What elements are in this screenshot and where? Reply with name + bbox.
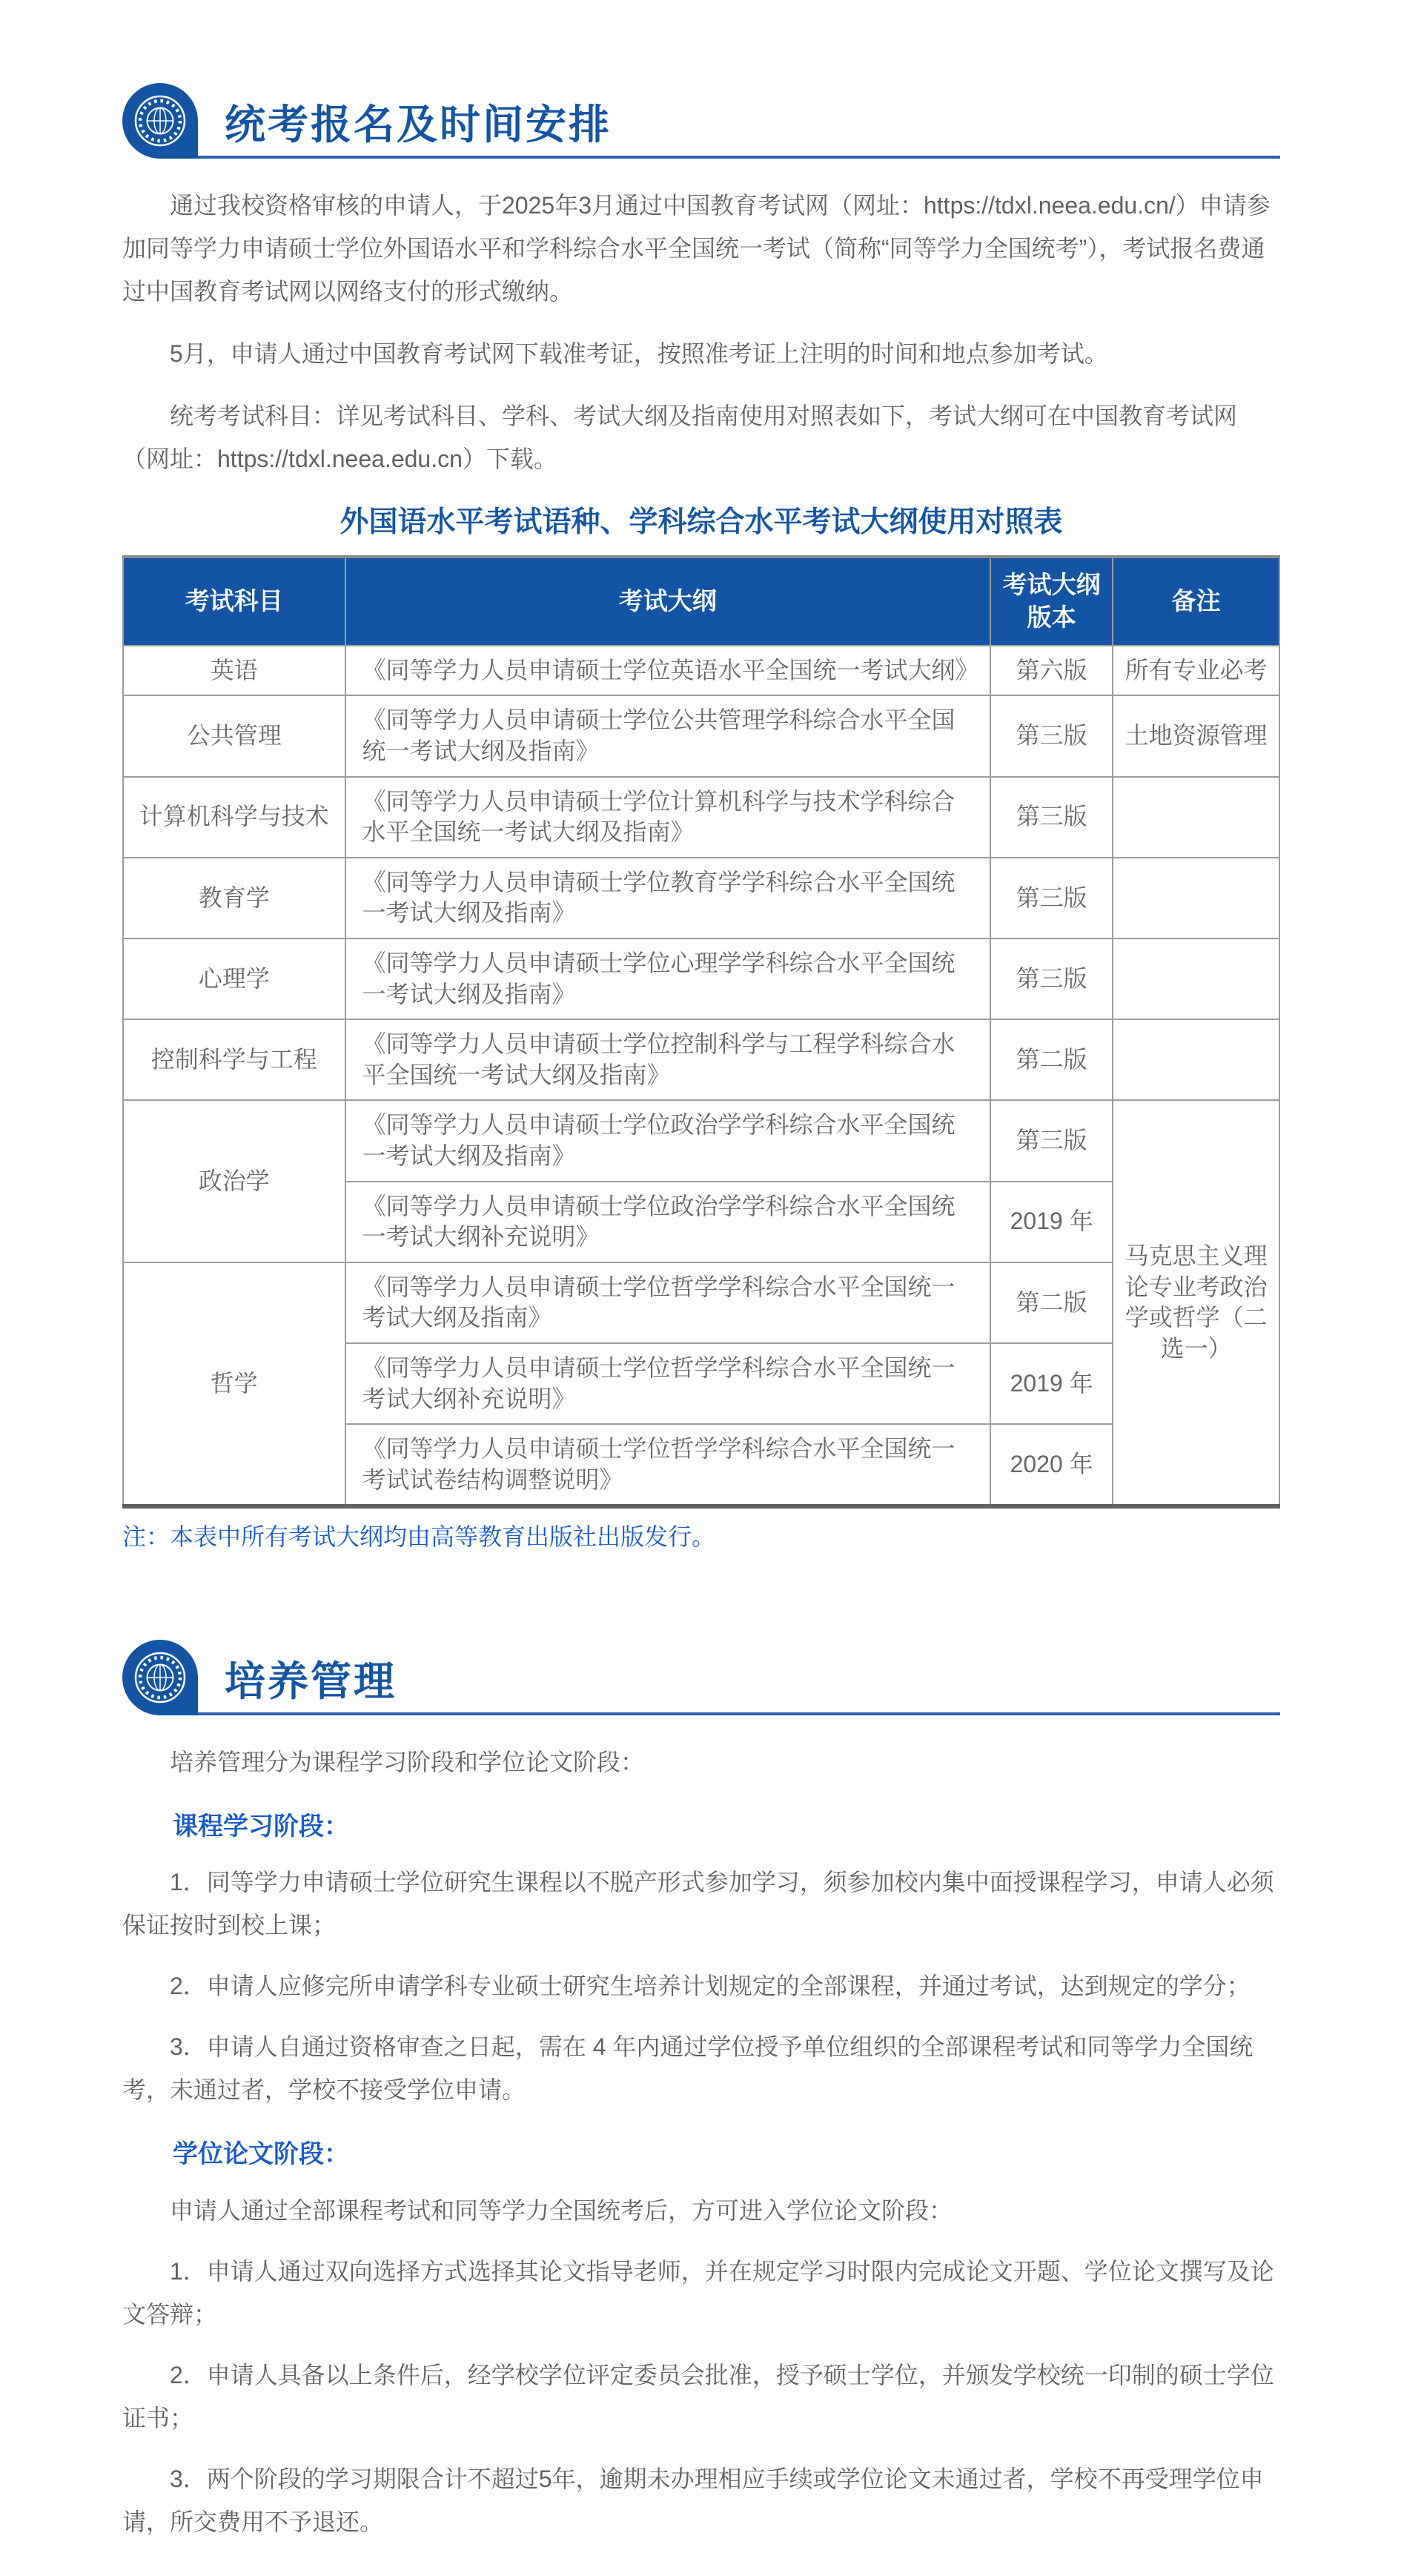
version-cell: 第三版 bbox=[990, 938, 1113, 1019]
subject-cell: 教育学 bbox=[123, 858, 345, 938]
syllabus-cell: 《同等学力人员申请硕士学位英语水平全国统一考试大纲》 bbox=[345, 646, 990, 696]
section2-title: 培养管理 bbox=[225, 1658, 397, 1705]
course-stage-item: 1．同等学力申请硕士学位研究生课程以不脱产形式参加学习，须参加校内集中面授课程学习，申请人必须保证按时到校上课； bbox=[122, 1869, 1274, 1939]
table-row bbox=[123, 1019, 1279, 1100]
syllabus-cell: 《同等学力人员申请硕士学位哲学学科综合水平全国统一考试大纲及指南》 bbox=[345, 1262, 990, 1343]
col-header-version bbox=[990, 557, 1113, 646]
version-cell: 2020 年 bbox=[990, 1424, 1113, 1506]
syllabus-cell: 《同等学力人员申请硕士学位政治学学科综合水平全国统一考试大纲补充说明》 bbox=[345, 1182, 990, 1262]
table-title: 外国语水平考试语种、学科综合水平考试大纲使用对照表 bbox=[340, 506, 1063, 538]
version-cell: 第三版 bbox=[990, 858, 1113, 938]
syllabus-cell: 《同等学力人员申请硕士学位心理学学科综合水平全国统一考试大纲及指南》 bbox=[345, 938, 990, 1019]
table-row bbox=[123, 1262, 1279, 1343]
remark-cell-merged: 马克思主义理论专业考政治学或哲学（二选一） bbox=[1113, 1100, 1279, 1506]
col-header-subject: 考试科目 bbox=[123, 557, 345, 646]
syllabus-cell: 《同等学力人员申请硕士学位政治学学科综合水平全国统一考试大纲及指南》 bbox=[345, 1100, 990, 1181]
globe-seal-icon bbox=[133, 94, 187, 148]
version-cell: 第三版 bbox=[990, 1100, 1113, 1181]
version-cell: 2019 年 bbox=[990, 1182, 1113, 1262]
remark-cell bbox=[1113, 858, 1279, 938]
paragraph-exam-subjects: 统考考试科目：详见考试科目、学科、考试大纲及指南使用对照表如下，考试大纲可在中国教育考试网（网址：https://tdxl.neea.edu.cn）下载。 bbox=[122, 403, 1238, 472]
university-seal-icon bbox=[122, 83, 198, 159]
remark-cell bbox=[1113, 1019, 1279, 1100]
syllabus-cell: 《同等学力人员申请硕士学位公共管理学科综合水平全国统一考试大纲及指南》 bbox=[345, 695, 990, 776]
section2-header bbox=[122, 1640, 1280, 1715]
syllabus-cell: 《同等学力人员申请硕士学位哲学学科综合水平全国统一考试大纲补充说明》 bbox=[345, 1343, 990, 1424]
paragraph-admission-ticket: 5月，申请人通过中国教育考试网下载准考证，按照准考证上注明的时间和地点参加考试。 bbox=[170, 340, 1108, 367]
thesis-stage-intro: 申请人通过全部课程考试和同等学力全国统考后，方可进入学位论文阶段： bbox=[170, 2196, 953, 2224]
version-cell: 第三版 bbox=[990, 695, 1113, 776]
version-cell: 第三版 bbox=[990, 777, 1113, 858]
version-cell: 第二版 bbox=[990, 1262, 1113, 1343]
subject-cell: 公共管理 bbox=[123, 695, 345, 776]
heading-thesis-stage: 学位论文阶段： bbox=[173, 2140, 349, 2169]
paragraph-registration: 通过我校资格审核的申请人，于2025年3月通过中国教育考试网（网址：https://tdxl.neea.edu.cn/）申请参加同等学力申请硕士学位外国语水平和学科综合水平全国统一考试（简称“同等学力全国统考”），考试报名费通过中国教育考试网以网络支付的形式缴纳。 bbox=[122, 192, 1271, 305]
table-header-row bbox=[123, 557, 1279, 646]
syllabus-cell: 《同等学力人员申请硕士学位控制科学与工程学科综合水平全国统一考试大纲及指南》 bbox=[345, 1019, 990, 1100]
table-note: 注：本表中所有考试大纲均由高等教育出版社出版发行。 bbox=[122, 1523, 716, 1551]
paragraph-training-intro: 培养管理分为课程学习阶段和学位论文阶段： bbox=[170, 1749, 645, 1776]
thesis-stage-item: 1．申请人通过双向选择方式选择其论文指导老师，并在规定学习时限内完成论文开题、学位论文撰写及论文答辩； bbox=[122, 2257, 1274, 2328]
remark-cell bbox=[1113, 777, 1279, 858]
subject-cell: 英语 bbox=[123, 646, 345, 696]
thesis-stage-item: 2．申请人具备以上条件后，经学校学位评定委员会批准，授予硕士学位，并颁发学校统一印制的硕士学位证书； bbox=[122, 2361, 1274, 2431]
section1-title: 统考报名及时间安排 bbox=[225, 102, 612, 148]
table-row bbox=[123, 646, 1279, 696]
version-cell: 第二版 bbox=[990, 1019, 1113, 1100]
section1-header bbox=[122, 83, 1280, 159]
subject-cell: 心理学 bbox=[123, 938, 345, 1019]
section1-title-rule bbox=[198, 104, 1280, 159]
version-cell: 2019 年 bbox=[990, 1343, 1113, 1424]
course-stage-item: 2．申请人应修完所申请学科专业硕士研究生培养计划规定的全部课程，并通过考试，达到规定的学分； bbox=[170, 1973, 1251, 2000]
syllabus-comparison-table bbox=[122, 555, 1280, 1509]
col-header-syllabus: 考试大纲 bbox=[345, 557, 990, 646]
university-seal-icon bbox=[122, 1640, 198, 1715]
col-header-version-line1: 考试大纲 bbox=[1002, 570, 1101, 598]
syllabus-cell: 《同等学力人员申请硕士学位哲学学科综合水平全国统一考试试卷结构调整说明》 bbox=[345, 1424, 990, 1506]
thesis-stage-item: 3．两个阶段的学习期限合计不超过5年，逾期未办理相应手续或学位论文未通过者，学校不再受理学位申请，所交费用不予退还。 bbox=[122, 2465, 1264, 2535]
course-stage-item: 3．申请人自通过资格审查之日起，需在 4 年内通过学位授予单位组织的全部课程考试和同等学力全国统考，未通过者，学校不接受学位申请。 bbox=[122, 2033, 1253, 2104]
subject-cell: 计算机科学与技术 bbox=[123, 777, 345, 858]
table-row bbox=[123, 1100, 1279, 1181]
subject-cell-politics: 政治学 bbox=[123, 1100, 345, 1262]
section2 bbox=[122, 1640, 1280, 2543]
remark-cell: 所有专业必考 bbox=[1113, 646, 1279, 696]
remark-cell bbox=[1113, 938, 1279, 1019]
heading-course-stage: 课程学习阶段： bbox=[173, 1812, 349, 1841]
table-row bbox=[123, 858, 1279, 938]
version-cell: 第六版 bbox=[990, 646, 1113, 696]
subject-cell: 控制科学与工程 bbox=[123, 1019, 345, 1100]
syllabus-cell: 《同等学力人员申请硕士学位计算机科学与技术学科综合水平全国统一考试大纲及指南》 bbox=[345, 777, 990, 858]
col-header-version-line2: 版本 bbox=[1027, 603, 1076, 632]
syllabus-cell: 《同等学力人员申请硕士学位教育学学科综合水平全国统一考试大纲及指南》 bbox=[345, 858, 990, 938]
col-header-remark: 备注 bbox=[1113, 557, 1279, 646]
section2-title-rule bbox=[198, 1658, 1280, 1715]
table-row bbox=[123, 938, 1279, 1019]
globe-seal-icon bbox=[133, 1651, 187, 1704]
subject-cell-philosophy: 哲学 bbox=[123, 1262, 345, 1507]
table-row bbox=[123, 695, 1279, 776]
remark-cell: 土地资源管理 bbox=[1113, 695, 1279, 776]
table-row bbox=[123, 777, 1279, 858]
